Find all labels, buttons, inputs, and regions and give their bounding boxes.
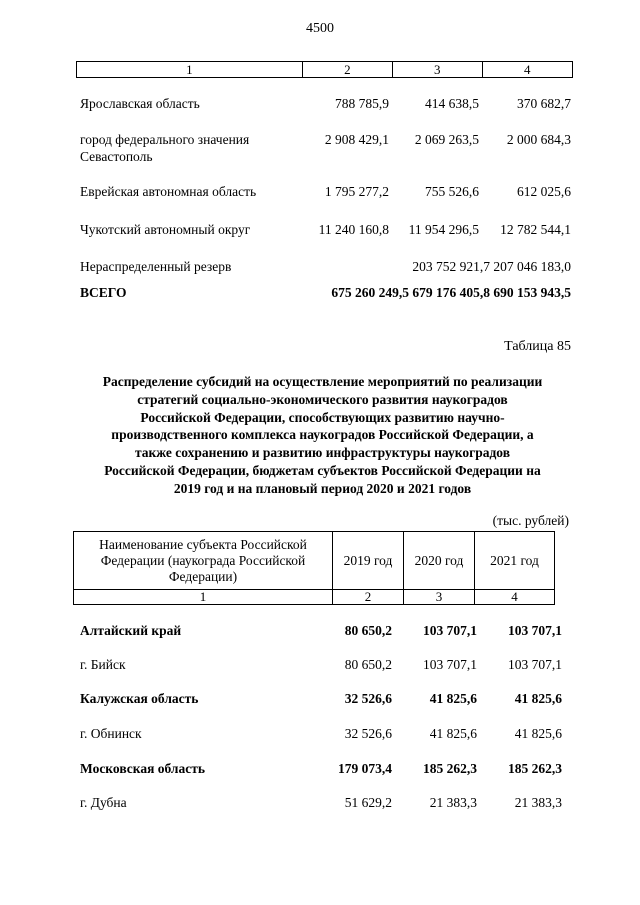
value-2019: 1 795 277,2: [324, 184, 389, 199]
value-2020: 103 707,1: [423, 657, 477, 672]
value-2019: 51 629,2: [344, 795, 392, 810]
value-2021: 21 383,3: [514, 795, 562, 810]
title-line: Российской Федерации, бюджетам субъектов Российской Федерации на: [104, 462, 541, 478]
title-line: Российской Федерации, способствующих развитию научно-: [140, 409, 505, 425]
value-2019: 11 240 160,8: [318, 222, 389, 237]
table-caption: Таблица 85: [504, 339, 571, 354]
value-2020: 41 825,6: [429, 726, 477, 741]
column-number-strip: [76, 61, 573, 78]
value-2019: 179 073,4: [338, 761, 392, 776]
header-2021: 2021 год: [475, 532, 555, 590]
city-name: г. Бийск: [80, 657, 126, 672]
column-number-2: 2: [303, 62, 393, 77]
header-2019: 2019 год: [333, 532, 404, 590]
total-label: ВСЕГО: [80, 285, 127, 300]
title-line: Распределение субсидий на осуществление мероприятий по реализации: [102, 374, 543, 389]
header-name-cell: [74, 532, 333, 590]
table-header: [73, 531, 555, 605]
value-2020: 41 825,6: [429, 691, 477, 706]
region-name: Еврейская автономная область: [80, 184, 257, 199]
column-number-2: 2: [333, 590, 404, 605]
region-name: Ярославская область: [80, 96, 200, 111]
value-2019: 80 650,2: [344, 657, 392, 672]
column-number-1: 1: [74, 590, 333, 605]
column-number-4: 4: [524, 62, 531, 77]
column-number-1: 1: [77, 62, 303, 77]
value-2020: 185 262,3: [423, 761, 477, 776]
title-line: также сохранению и развитию инфраструктуры наукоградов: [134, 445, 511, 461]
title-line: производственного комплекса наукоградов Российской Федерации, а: [111, 427, 534, 443]
value-2019: 2 908 429,1: [324, 132, 389, 147]
reserve-values: 203 752 921,7 207 046 183,0: [412, 259, 571, 274]
value-2021: 12 782 544,1: [500, 222, 571, 237]
region-name: Чукотский автономный округ: [80, 222, 251, 237]
value-2019: 32 526,6: [344, 691, 392, 706]
header-name-line: Федерации (наукограда Российской: [100, 552, 306, 568]
value-2020: 414 638,5: [425, 96, 479, 111]
header-name-line: Наименование субъекта Российской: [99, 536, 307, 552]
region-name: город федерального значения Севастополь: [80, 132, 250, 164]
region-name: Московская область: [80, 761, 206, 776]
value-2019: 80 650,2: [344, 623, 392, 638]
value-2021: 103 707,1: [508, 623, 562, 638]
units-label: (тыс. рублей): [492, 513, 569, 528]
value-2019: 788 785,9: [335, 96, 389, 111]
column-number-3: 3: [393, 62, 482, 77]
header-2020: 2020 год: [404, 532, 475, 590]
total-values: 675 260 249,5 679 176 405,8 690 153 943,5: [331, 285, 571, 300]
value-2021: 41 825,6: [514, 691, 562, 706]
title-line: 2019 год и на плановый период 2020 и 2021 годов: [173, 480, 472, 496]
value-2020: 103 707,1: [423, 623, 477, 638]
region-name: Калужская область: [80, 691, 199, 706]
value-2021: 103 707,1: [508, 657, 562, 672]
document-title: [70, 373, 575, 498]
value-2021: 185 262,3: [508, 761, 562, 776]
value-2020: 2 069 263,5: [414, 132, 479, 147]
reserve-label: Нераспределенный резерв: [80, 259, 232, 274]
region-name: Алтайский край: [80, 623, 182, 638]
city-name: г. Обнинск: [80, 726, 142, 741]
header-name-line: Федерации): [168, 568, 238, 584]
column-number-3: 3: [404, 590, 475, 605]
city-name: г. Дубна: [80, 795, 127, 810]
value-2019: 32 526,6: [344, 726, 392, 741]
page-number: 4500: [306, 21, 334, 36]
value-2021: 2 000 684,3: [506, 132, 571, 147]
value-2020: 21 383,3: [429, 795, 477, 810]
column-number-4: 4: [475, 590, 555, 605]
title-line: стратегий социально-экономического развития наукоградов: [137, 391, 508, 407]
value-2020: 755 526,6: [425, 184, 479, 199]
value-2021: 612 025,6: [517, 184, 571, 199]
value-2020: 11 954 296,5: [408, 222, 479, 237]
value-2021: 370 682,7: [517, 96, 571, 111]
value-2021: 41 825,6: [514, 726, 562, 741]
